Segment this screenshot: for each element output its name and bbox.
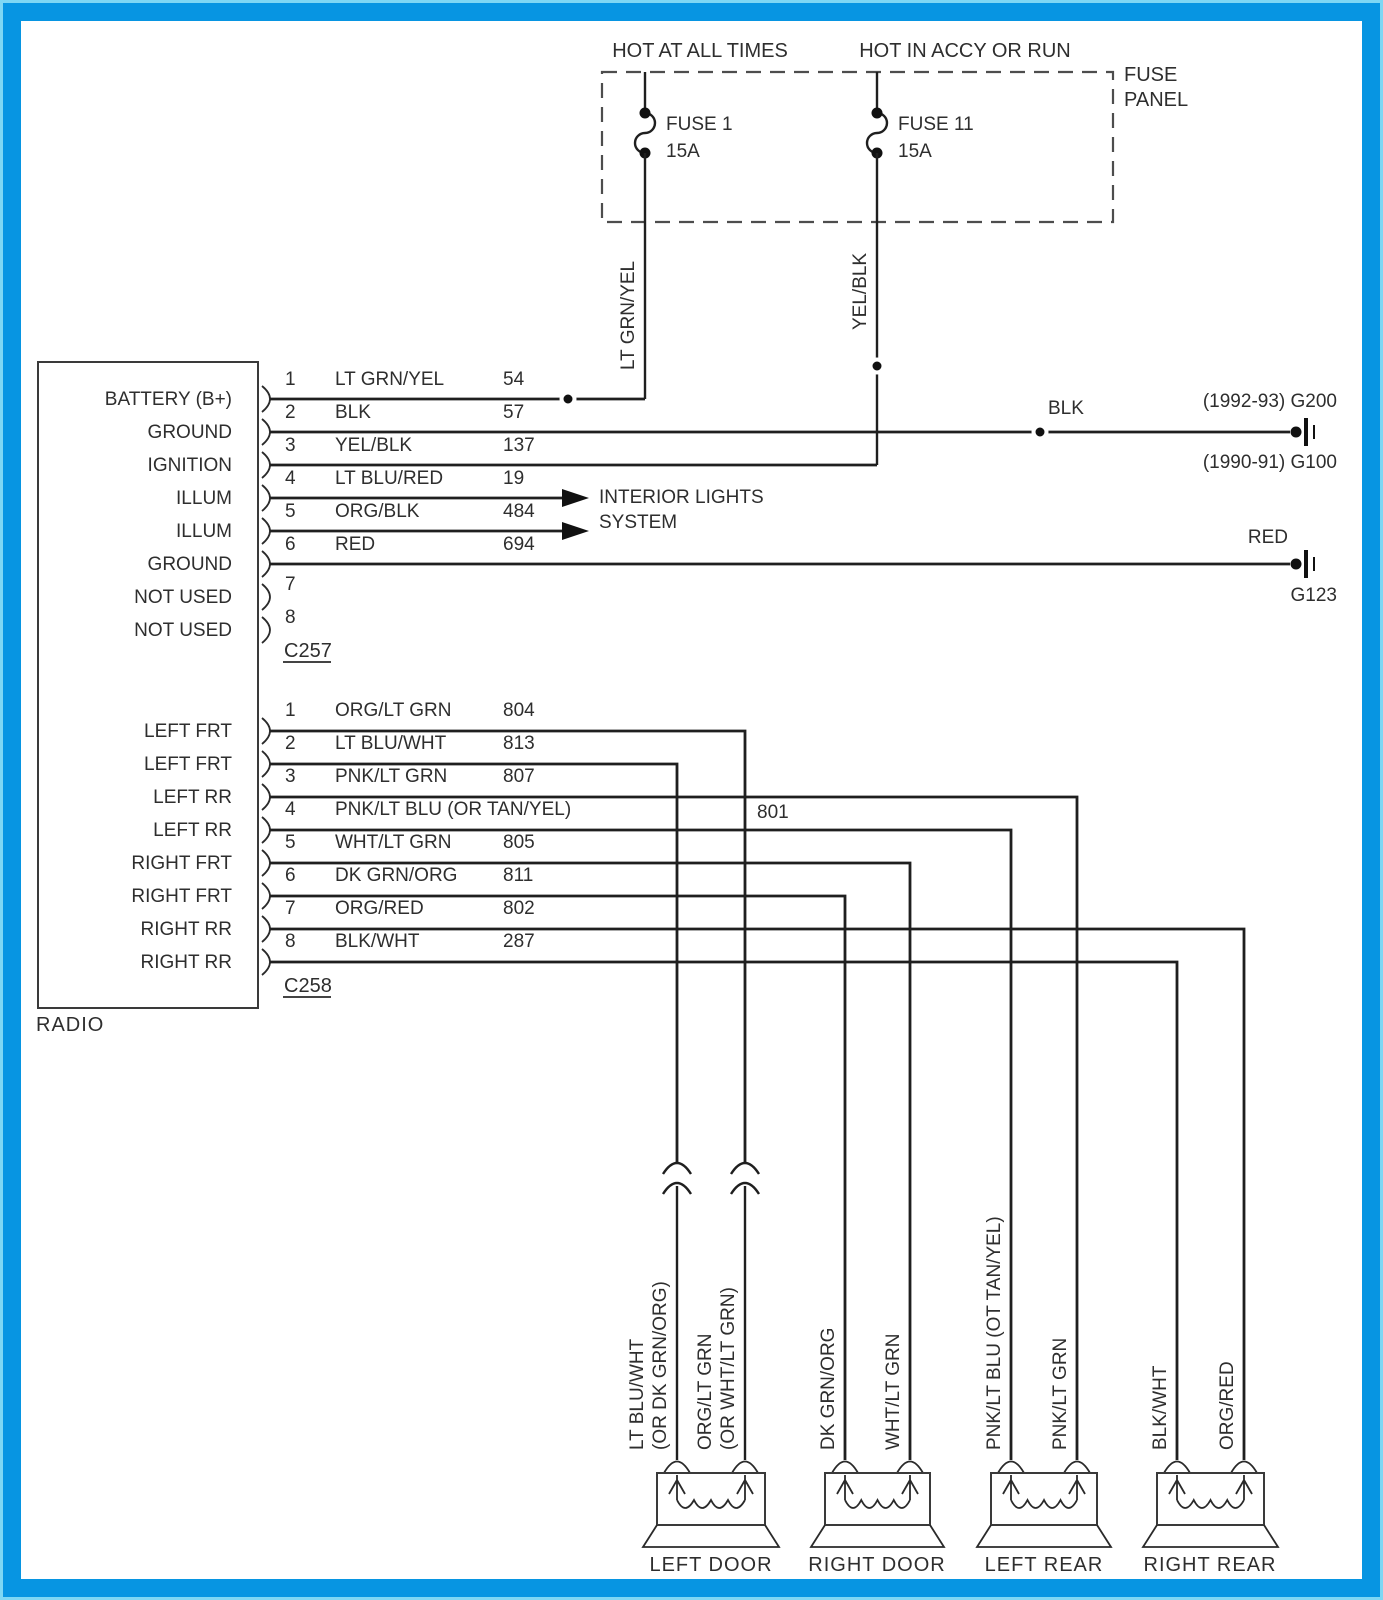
c257-pin5-circuit: 484 bbox=[503, 501, 535, 522]
fuse-11-name: FUSE 11 bbox=[898, 114, 974, 135]
fuse-11-rating: 15A bbox=[898, 141, 932, 162]
lr-wire2-label: PNK/LT GRN bbox=[1050, 1337, 1071, 1450]
c257-pin6-color: RED bbox=[335, 534, 376, 555]
c257-pin1-circuit: 54 bbox=[503, 369, 525, 390]
hot-at-all-times-label: HOT AT ALL TIMES bbox=[612, 40, 788, 62]
c258-fn-5: RIGHT FRT bbox=[131, 853, 232, 874]
fuse-1-name: FUSE 1 bbox=[666, 114, 733, 135]
junction-dot-yel-blk bbox=[871, 360, 884, 373]
g100-label: (1990-91) G100 bbox=[1202, 452, 1337, 473]
hot-in-accy-or-run-label: HOT IN ACCY OR RUN bbox=[859, 40, 1071, 62]
c257-fn-5: ILLUM bbox=[176, 521, 232, 542]
speaker-left-door-label: LEFT DOOR bbox=[649, 1554, 773, 1576]
c258-pin3-num: 3 bbox=[285, 766, 296, 787]
c258-pin2-circuit: 813 bbox=[503, 733, 535, 754]
red-wire-label: RED bbox=[1247, 527, 1288, 548]
c258-pin5-circuit: 805 bbox=[503, 832, 535, 853]
c258-fn-2: LEFT FRT bbox=[144, 754, 232, 775]
interior-lights-label-line2: SYSTEM bbox=[599, 512, 678, 533]
lr-wire1-label: PNK/LT BLU (OT TAN/YEL) bbox=[984, 1216, 1005, 1450]
c257-fn-3: IGNITION bbox=[147, 455, 232, 476]
c258-fn-8: RIGHT RR bbox=[140, 952, 232, 973]
c257-pin4-circuit: 19 bbox=[503, 468, 525, 489]
c257-fn-8: NOT USED bbox=[134, 620, 232, 641]
c258-pin8-color: BLK/WHT bbox=[335, 931, 420, 952]
c258-pin6-circuit: 811 bbox=[503, 865, 534, 886]
c257-pin6-circuit: 694 bbox=[503, 534, 535, 555]
g200-label: (1992-93) G200 bbox=[1202, 391, 1337, 412]
c257-pin3-circuit: 137 bbox=[503, 435, 535, 456]
c258-fn-7: RIGHT RR bbox=[140, 919, 232, 940]
rd-wire2-label: WHT/LT GRN bbox=[883, 1333, 904, 1450]
c257-fn-1: BATTERY (B+) bbox=[104, 389, 232, 410]
speaker-right-rear-label: RIGHT REAR bbox=[1143, 1554, 1277, 1576]
c258-pin3-color: PNK/LT GRN bbox=[335, 766, 448, 787]
ld-wire2-label-line2: (OR WHT/LT GRN) bbox=[718, 1287, 739, 1450]
c258-pin1-circuit: 804 bbox=[503, 700, 535, 721]
fuse-panel-label-line1: FUSE bbox=[1124, 64, 1178, 86]
c258-pin5-num: 5 bbox=[285, 832, 296, 853]
c258-pin4-color: PNK/LT BLU (OR TAN/YEL) bbox=[335, 799, 572, 820]
rr-wire1-label: BLK/WHT bbox=[1150, 1365, 1171, 1450]
c258-pin6-color: DK GRN/ORG bbox=[335, 865, 458, 886]
c257-pin4-num: 4 bbox=[285, 468, 296, 489]
c257-pin3-color: YEL/BLK bbox=[335, 435, 413, 456]
c258-pin8-num: 8 bbox=[285, 931, 296, 952]
c258-pin7-circuit: 802 bbox=[503, 898, 535, 919]
c258-fn-1: LEFT FRT bbox=[144, 721, 232, 742]
c257-fn-2: GROUND bbox=[147, 422, 232, 443]
c258-pin4-num: 4 bbox=[285, 799, 296, 820]
ld-wire1-label-line1: LT BLU/WHT bbox=[627, 1338, 648, 1450]
c258-pin4-circuit: 801 bbox=[757, 802, 789, 823]
c257-connector-label: C257 bbox=[284, 640, 332, 662]
ld-wire1-label-line2: (OR DK GRN/ORG) bbox=[650, 1281, 671, 1450]
fuse-panel-label-line2: PANEL bbox=[1124, 89, 1189, 111]
c258-fn-4: LEFT RR bbox=[153, 820, 232, 841]
c257-pin5-color: ORG/BLK bbox=[335, 501, 420, 522]
c258-pin1-color: ORG/LT GRN bbox=[335, 700, 452, 721]
ld-wire2-label-line1: ORG/LT GRN bbox=[695, 1333, 716, 1450]
c258-pin2-color: LT BLU/WHT bbox=[335, 733, 447, 754]
c257-fn-4: ILLUM bbox=[176, 488, 232, 509]
c257-pin8-num: 8 bbox=[285, 607, 296, 628]
c257-pin2-color: BLK bbox=[335, 402, 371, 423]
c257-pin1-num: 1 bbox=[285, 369, 296, 390]
fuse-1-rating: 15A bbox=[666, 141, 700, 162]
radio-label: RADIO bbox=[36, 1014, 105, 1036]
c257-pin2-circuit: 57 bbox=[503, 402, 525, 423]
wire-label-lt-grn-yel: LT GRN/YEL bbox=[618, 260, 639, 370]
speaker-right-door-label: RIGHT DOOR bbox=[808, 1554, 946, 1576]
c257-fn-6: GROUND bbox=[147, 554, 232, 575]
c257-pin4-color: LT BLU/RED bbox=[335, 468, 444, 489]
c257-pin2-num: 2 bbox=[285, 402, 296, 423]
c258-pin7-num: 7 bbox=[285, 898, 296, 919]
c258-pin8-circuit: 287 bbox=[503, 931, 535, 952]
c257-fn-7: NOT USED bbox=[134, 587, 232, 608]
blk-wire-label: BLK bbox=[1048, 398, 1084, 419]
interior-lights-label-line1: INTERIOR LIGHTS bbox=[599, 487, 764, 508]
speaker-left-rear-label: LEFT REAR bbox=[984, 1554, 1104, 1576]
junction-dot-pin1 bbox=[562, 393, 575, 406]
c258-pin5-color: WHT/LT GRN bbox=[335, 832, 452, 853]
rr-wire2-label: ORG/RED bbox=[1217, 1361, 1238, 1450]
c258-connector-label: C258 bbox=[284, 975, 332, 997]
wire-label-yel-blk: YEL/BLK bbox=[850, 252, 871, 330]
c257-pin5-num: 5 bbox=[285, 501, 296, 522]
junction-dot-blk bbox=[1034, 426, 1047, 439]
c258-pin1-num: 1 bbox=[285, 700, 296, 721]
c258-pin7-color: ORG/RED bbox=[335, 898, 424, 919]
c257-pin1-color: LT GRN/YEL bbox=[335, 369, 445, 390]
c258-fn-6: RIGHT FRT bbox=[131, 886, 232, 907]
g123-label: G123 bbox=[1290, 585, 1337, 606]
c258-pin6-num: 6 bbox=[285, 865, 296, 886]
c257-pin7-num: 7 bbox=[285, 574, 296, 595]
c258-fn-3: LEFT RR bbox=[153, 787, 232, 808]
c257-pin3-num: 3 bbox=[285, 435, 296, 456]
c257-pin6-num: 6 bbox=[285, 534, 296, 555]
c258-pin2-num: 2 bbox=[285, 733, 296, 754]
rd-wire1-label: DK GRN/ORG bbox=[818, 1327, 839, 1450]
c258-pin3-circuit: 807 bbox=[503, 766, 535, 787]
